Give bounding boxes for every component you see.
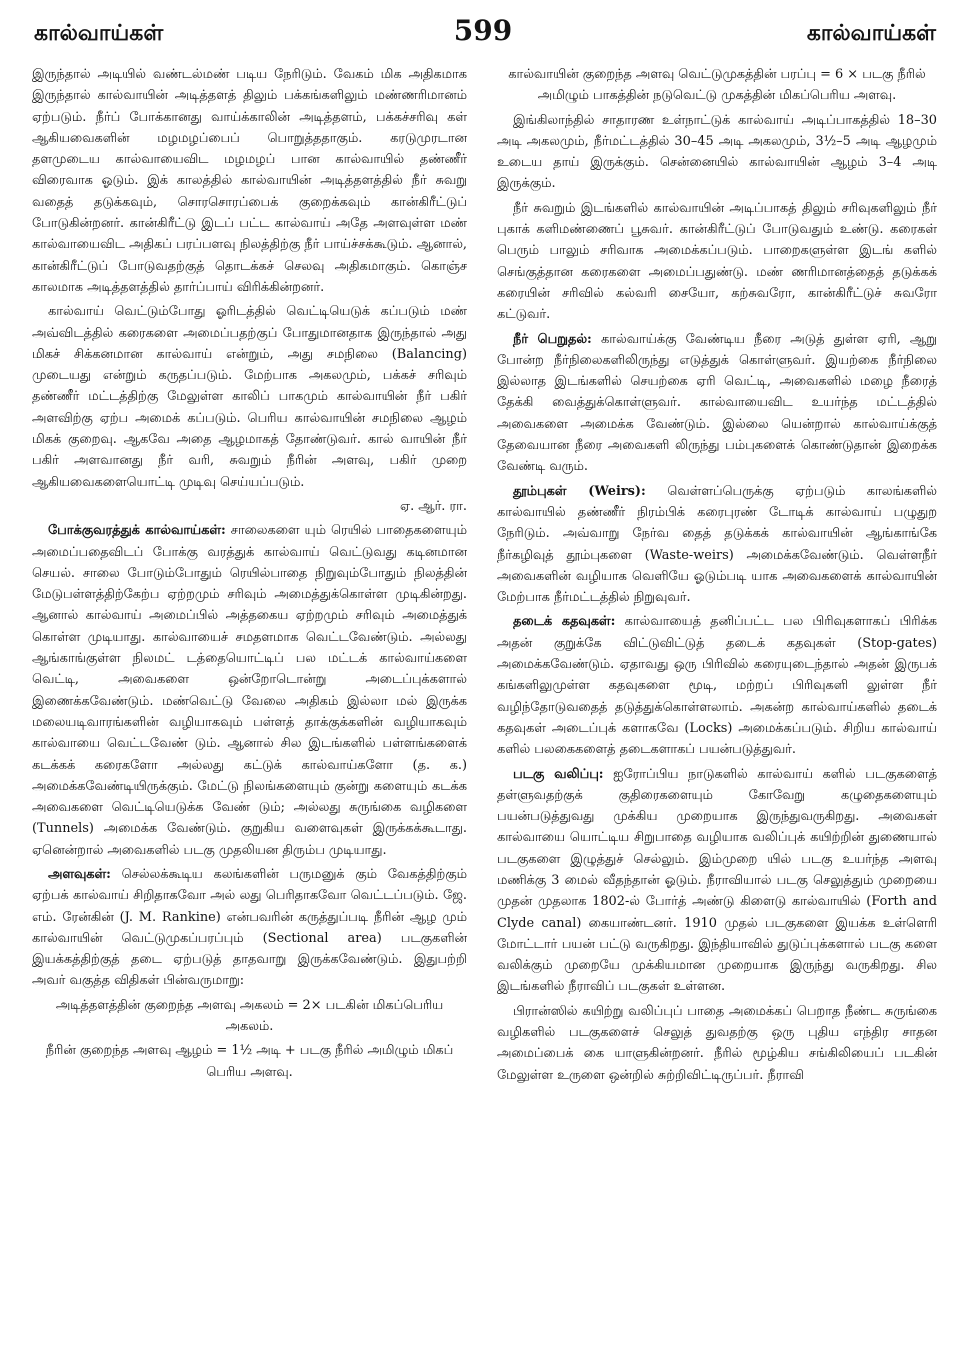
section-heading-dimensions: அளவுகள்: (48, 866, 111, 882)
formula-water-depth: நீரின் குறைந்த அளவு ஆழம் = 1½ அடி + படகு நீரில் அமிழும் மிகப் பெரிய அளவு. (45, 1043, 454, 1080)
navigation-text: சாலைகளை யும் ரெயில் பாதைகளையும் அமைப்பதைவிடப் போக்கு வரத்துக் கால்வாய் வெட்டுவது கடினமான செயல். சாலை போடும்போதும் ரெயில்பாதை நிறுவும்போதும் நிலத்தின் மேடுபள்ளத்திற்கேற்ப ஏற்றமும் சரிவும் அமைத்துக்கொள்ள முடிகின்றது. ஆனால் கால்வாய் அமைப்பில் அத்தகைய ஏற்றமும் சரிவும் அமைத்துக் கொள்ள முடியாது. கால்வாயைச் சமதளமாக வெட்டவேண்டும். அல்லது ஆங்காங்குள்ள நிலமட் டத்தையொட்டிப் பல மட்டக் கால்வாய்களை வெட்டி, அவைகளை ஒன்றோடொன்று அடைப்புக்களால் இணைக்கவேண்டும். மண்வெட்டு வேலை அதிகம் இல்லா மல் இருக்க மலையடிவாரங்களின் வழியாகவும் பள்ளத் தாக்குக்களின் வழியாகவும் கால்வாயை வெட்டவேண் டும். ஆனால் சில இடங்களில் பள்ளங்களைக் கடக்கக் கரைகளோ அல்லது கட்டுக் கால்வாய்களோ (த. க.) அமைக்கவேண்டியிருக்கும். மேட்டு நிலங்களையும் குன்று களையும் கடக்க அவைகளை வெட்டியெடுக்க வேண் டும்; அல்லது சுருங்கை வழிகளை (Tunnels) அமைக்க வேண்டும். குறுகிய வளைவுகள் இருக்கக்கூடாது. ஏனென்றால் அவைகளில் படகு முதலியன திரும்ப முடியாது. (32, 523, 467, 858)
left-column (32, 64, 467, 1358)
page-header (0, 0, 966, 58)
right-column (497, 64, 937, 1358)
weirs-text: வெள்ளப்பெருக்கு ஏற்படும் காலங்களில் கால்வாயில் தண்ணீர் நிரம்பிக் கரைபுரண் டோடிக் கால்வாய் பழுதுற நேரிடும். அவ்வாறு நேர்வ தைத் தடுக்கக் கால்வாயின் ஆங்காங்கே நீர்கழிவுத் தூம்புகளை (Waste-weirs) அமைக்கவேண்டும். வெள்ளநீர் அவைகளின் வழியாக வெளியே ஓடும்படி யாக அவைகளைக் கால்வாயின் மேற்பாக நீர்மட்டத்தில் நிறுவுவர். (497, 483, 937, 606)
paragraph-weirs (497, 481, 937, 609)
section-heading-navigation: போக்குவரத்துக் கால்வாய்கள்: (48, 523, 226, 539)
page-number: 599 (453, 14, 513, 47)
paragraph-dimensions (32, 864, 467, 992)
paragraph-france: பிரான்ஸில் கயிற்று வலிப்புப் பாதை அமைக்கப் பெறாத நீண்ட சுருங்கை வழிகளில் படகுகளைச் செலுத் துவதற்கு ஒரு புதிய எந்திர சாதன அமைப்பைக் கை யாளுகின்றனர். நீரில் மூழ்கிய சங்கிலியைப் படகின் மேலுள்ள உருளை ஒன்றில் சுற்றிவிட்டிருப்பர். நீராவி (497, 1003, 937, 1083)
section-heading-weirs: தூம்புகள் (Weirs): (513, 483, 646, 499)
towing-text: ஐரோப்பிய நாடுகளில் கால்வாய் களில் படகுகளைத் தள்ளுவதற்குக் குதிரைகளையும் கோவேறு கழுதைகளையும் பயன்படுத்துவது முக்கிய முறையாக இருந்துவருகிறது. அவைகள் கால்வாயை யொட்டிய சிறுபாதை வழியாக வலிப்புக் கயிற்றின் துணையால் படகுகளை இழுத்துச் செல்லும். இம்முறை யில் படகு உயர்ந்த அளவு மணிக்கு 3 மைல் வீதந்தான் ஓடும். நீராவியால் படகு செலுத்தும் முறையை முதன் முதலாக 1802-ல் போர்த் அண்டு கிளைடு கால்வாயில் (Forth and Clyde canal) கையாண்டனர். 1910 முதல் படகுகளை இயக்க உள்ளெரி மோட்டார் பயன் பட்டு வருகிறது. இந்தியாவில் துடுப்புக்களால் படகு களை வலிக்கும் முறையே முக்கியமான முறையாக இருந்து வருகிறது. சில இடங்களில் நீராவிப் படகுகள் உள்ளன. (497, 766, 937, 995)
paragraph-navigation-canals (32, 520, 467, 861)
paragraph-balancing: கால்வாய் வெட்டும்போது ஓரிடத்தில் வெட்டியெடுக் கப்படும் மண் அவ்விடத்தில் கரைகளை அமைப்பதற்குப் போதுமானதாக இருந்தால் அது மிகச் சிக்கனமான கால்வாய் என்றும், அது சமநிலை (Balancing) முடையது என்றும் கருதப்படும். மேற்பாக அகலமும், பக்கச் சரிவும் தண்ணீர் மட்டத்திற்கு மேலுள்ள காலிப் பாகமும் கால்வாயின் நீர் பகிர் அளவிற்கு ஏற்ப அமைக் கப்படும். பெரிய கால்வாயின் சமநிலை ஆழம் மிகக் குறைவு. ஆகவே அதை ஆழமாகத் தோண்டுவர். கால் வாயின் நீர் பகிர் அளவானது நீர் வரி, சுவறும் நீரின் அளவு, பகிர் முறை ஆகியவைகளையொட்டி முடிவு செய்யப்படும். (32, 304, 467, 490)
dimensions-text: செல்லக்கூடிய கலங்களின் பருமனுக் கும் வேகத்திற்கும் ஏற்பக் கால்வாய் சிறிதாகவோ அல் லது பெரிதாகவோ வெட்டப்படும். ஜே. எம். ரேன்கின் (J. M. Rankine) என்பவரின் கருத்துப்படி நீரின் ஆழ மும் கால்வாயின் வெட்டுமுகப்பரப்பும் (Sectional area) படகுகளின் இயக்கத்திற்குத் தடை ஏற்படுத் தாதவாறு இருக்கவேண்டும். இதுபற்றி அவர் வகுத்த விதிகள் பின்வருமாறு: (32, 866, 467, 989)
section-heading-stop-gates: தடைக் கதவுகள்: (513, 614, 616, 630)
section-heading-water-supply: நீர் பெறுதல்: (513, 331, 592, 347)
paragraph-towing (497, 764, 937, 998)
paragraph-stop-gates (497, 611, 937, 760)
formula-bed-width: அடித்தளத்தின் குறைந்த அளவு அகலம் = 2× படகின் மிகப்பெரிய அகலம். (55, 997, 444, 1035)
paragraph-seepage: நீர் சுவறும் இடங்களில் கால்வாயின் அடிப்பாகத் திலும் சரிவுகளிலும் நீர் புகாக் களிமண்ணைப் பூசுவர். கான்கிரீட்டுப் போடுவதும் உண்டு. கரைகள் பெரும் பாலும் சரிவாக அமைக்கப்படும். பாறைகளுள்ள இடங் களில் செங்குத்தான கரைகளை அமைப்பதுண்டு. மண் ணரிமானத்தைத் தடுக்கக் கரையின் சரிவில் கல்வரி சையோ, கற்சுவரோ, கான்கிரீட்டுச் சுவரோ கட்டுவர். (497, 200, 937, 323)
formula-section-area: கால்வாயின் குறைந்த அளவு வெட்டுமுகத்தின் பரப்பு = 6 × படகு நீரில் அமிழும் பாகத்தின் நடுவெட்டு முகத்தின் மிகப்பெரிய அளவு. (508, 67, 926, 104)
running-title-right: கால்வாய்கள் (806, 20, 936, 46)
section-heading-towing: படகு வலிப்பு: (513, 766, 604, 782)
water-supply-text: கால்வாய்க்கு வேண்டிய நீரை அடுத் துள்ள ஏரி, ஆறு போன்ற நீர்நிலைகளிலிருந்து எடுத்துக் கொள்ளுவர். இயற்கை நீர்நிலை இல்லாத இடங்களில் செயற்கை ஏரி வெட்டி, அவைகளில் மழை நீரைத் தேக்கி வைத்துக்கொள்ளுவர். கால்வாயைவிட உயர்ந்த மட்டத்தில் அவைகளை அமைக்க வேண்டும். இல்லை யென்றால் கால்வாய்க்குத் தேவையான நீரை அவைகளி லிருந்து பம்புகளைக் கொண்டுதான் இறைக்க வேண்டி வரும். (497, 331, 937, 475)
paragraph-england-canals: இங்கிலாந்தில் சாதாரண உள்நாட்டுக் கால்வாய் அடிப்பாகத்தில் 18–30 அடி அகலமும், நீர்மட்டத்தில் 30–45 அடி அகலமும், 3½–5 அடி ஆழமும் உடைய தாய் இருக்கும். சென்னையில் கால்வாயின் ஆழம் 3–4 அடி இருக்கும். (497, 112, 937, 192)
paragraph-water-supply (497, 329, 937, 478)
paragraph-velocity: இருந்தால் அடியில் வண்டல்மண் படிய நேரிடும். வேகம் மிக அதிகமாக இருந்தால் கால்வாயின் அடித்தளத் திலும் பக்கங்களிலும் மண்ணரிமானம் ஏற்படும். நீர்ப் போக்கானது வாய்க்காலின் அடித்தளம், பக்கச்சரிவு கள் ஆகியவைகளின் மழமழப்பைப் பொறுத்ததாகும். கரடுமுரடான தளமுடைய கால்வாயைவிட மழமழப் பான கால்வாயில் தண்ணீர் விரைவாக ஓடும். இக் காலத்தில் கால்வாயின் அடித்தளத்தில் நீர் சுவறு வதைத் தடுக்கவும், சொரசொரப்பைக் குறைக்கவும் கான்கிரீட்டுப் போடுகின்றனர். கான்கிரீட்டு இடப் பட்ட கால்வாய் அதே அளவுள்ள மண் கால்வாயைவிட அதிகப் பரப்பளவு நிலத்திற்கு நீர் பாய்ச்சக்கூடும். ஆனால், கான்கிரீட்டுப் போடுவதற்குத் தொடக்கச் செலவு அதிகமாகும். கொஞ்ச காலமாக அடித்தளத்தில் தார்ப்பாய் விரிக்கின்றனர். (32, 67, 467, 295)
stop-gates-text: கால்வாயைத் தனிப்பட்ட பல பிரிவுகளாகப் பிரிக்க அதன் குறுக்கே விட்டுவிட்டுத் தடைக் கதவுகள் (Stop-gates) அமைக்கவேண்டும். ஏதாவது ஒரு பிரிவில் கரையுடைந்தால் அதன் இருபக் கங்களிலுமுள்ள கதவுகளை மூடி, மற்றப் பிரிவுகளி லுள்ள நீர் வழிந்தோடுவதைத் தடுத்துக்கொள்ளலாம். அகன்ற கால்வாய்களில் தடைக் கதவுகள் அடைப்புக் களாகவே (Locks) அமைக்கப்படும். சிறிய கால்வாய் களில் பலகைகளைத் தடைகளாகப் பயன்படுத்துவர். (497, 614, 937, 758)
author-signature: ஏ. ஆர். ரா. (400, 498, 467, 514)
running-title-left: கால்வாய்கள் (34, 20, 164, 46)
